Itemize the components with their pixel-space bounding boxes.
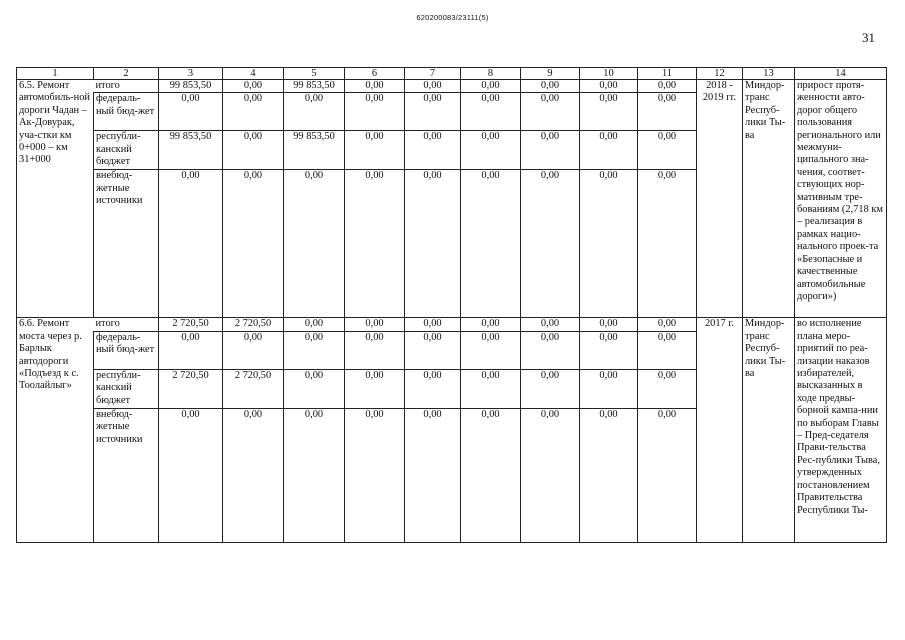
amount-cell: 0,00	[284, 170, 345, 318]
header-row	[17, 68, 887, 80]
amount-cell: 2 720,50	[159, 318, 223, 331]
funding-source: итого	[94, 80, 159, 93]
amount-cell: 0,00	[580, 93, 638, 131]
amount-cell: 2 720,50	[223, 369, 284, 408]
measure-name: 6.5. Ремонт автомобиль-ной дороги Чадан – Ак-Довурак, уча-стки км 0+000 – км 31+000	[17, 80, 94, 318]
amount-cell: 0,00	[223, 93, 284, 131]
amount-cell: 0,00	[580, 408, 638, 542]
amount-cell: 0,00	[223, 331, 284, 369]
header-cell: 8	[461, 68, 521, 80]
amount-cell: 0,00	[521, 369, 580, 408]
amount-cell: 0,00	[405, 318, 461, 331]
amount-cell: 0,00	[521, 318, 580, 331]
funding-source: республи-канский бюджет	[94, 131, 159, 170]
funding-source: республи-канский бюджет	[94, 369, 159, 408]
amount-cell: 0,00	[345, 408, 405, 542]
amount-cell: 0,00	[159, 170, 223, 318]
amount-cell: 0,00	[223, 170, 284, 318]
amount-cell: 0,00	[345, 93, 405, 131]
amount-cell: 0,00	[284, 369, 345, 408]
amount-cell: 2 720,50	[159, 369, 223, 408]
amount-cell: 0,00	[345, 80, 405, 93]
amount-cell: 0,00	[405, 131, 461, 170]
executor: Миндор-транс Респуб-лики Ты-ва	[743, 80, 795, 318]
header-cell: 12	[697, 68, 743, 80]
header-cell: 6	[345, 68, 405, 80]
header-cell: 2	[94, 68, 159, 80]
header-cell: 14	[795, 68, 887, 80]
header-cell: 7	[405, 68, 461, 80]
amount-cell: 0,00	[405, 80, 461, 93]
amount-cell: 0,00	[580, 80, 638, 93]
amount-cell: 0,00	[223, 131, 284, 170]
header-cell: 9	[521, 68, 580, 80]
amount-cell: 0,00	[345, 369, 405, 408]
expected-result: прирост протя-женности авто-дорог общего пользования регионального или межмуни-ципального зна-чения, соответ-ствующих нор-мативным тре-бованиям (2,718 км – реализация в рамках нацио-нального проек-та «Безопасные и качественные автомобильные дороги»)	[795, 80, 887, 318]
amount-cell: 0,00	[638, 131, 697, 170]
amount-cell: 0,00	[159, 93, 223, 131]
amount-cell: 2 720,50	[223, 318, 284, 331]
amount-cell: 0,00	[580, 170, 638, 318]
header-cell: 5	[284, 68, 345, 80]
amount-cell: 0,00	[638, 170, 697, 318]
document-id: 620200083/23111(5)	[416, 13, 489, 22]
implementation-period: 2018 - 2019 гг.	[697, 80, 743, 318]
header-cell: 11	[638, 68, 697, 80]
funding-source: итого	[94, 318, 159, 331]
amount-cell: 0,00	[345, 318, 405, 331]
header-cell: 3	[159, 68, 223, 80]
amount-cell: 0,00	[521, 131, 580, 170]
amount-cell: 0,00	[638, 331, 697, 369]
amount-cell: 0,00	[345, 170, 405, 318]
amount-cell: 0,00	[461, 170, 521, 318]
amount-cell: 0,00	[461, 408, 521, 542]
funding-source: федераль-ный бюд-жет	[94, 93, 159, 131]
header-cell: 10	[580, 68, 638, 80]
amount-cell: 0,00	[580, 369, 638, 408]
amount-cell: 0,00	[345, 131, 405, 170]
amount-cell: 99 853,50	[284, 80, 345, 93]
amount-cell: 0,00	[284, 93, 345, 131]
amount-cell: 0,00	[405, 93, 461, 131]
page-number: 31	[862, 30, 875, 45]
amount-cell: 0,00	[638, 408, 697, 542]
header-cell: 4	[223, 68, 284, 80]
amount-cell: 99 853,50	[284, 131, 345, 170]
funding-source: внебюд-жетные источники	[94, 170, 159, 318]
amount-cell: 0,00	[405, 331, 461, 369]
amount-cell: 0,00	[638, 369, 697, 408]
amount-cell: 0,00	[461, 331, 521, 369]
amount-cell: 0,00	[521, 93, 580, 131]
funding-source: федераль-ный бюд-жет	[94, 331, 159, 369]
header-cell: 1	[17, 68, 94, 80]
amount-cell: 0,00	[580, 331, 638, 369]
amount-cell: 0,00	[638, 80, 697, 93]
funding-source: внебюд-жетные источники	[94, 408, 159, 542]
amount-cell: 0,00	[223, 80, 284, 93]
measure-name: 6.6. Ремонт моста через р. Барлык автодороги «Подъезд к с. Тоолайлыг»	[17, 318, 94, 542]
amount-cell: 0,00	[223, 408, 284, 542]
implementation-period: 2017 г.	[697, 318, 743, 542]
expected-result: во исполнение плана меро-приятий по реа-лизации наказов избирателей, высказанных в ходе предвы-борной кампа-нии по выборам Главы – Пред-седателя Прави-тельства Рес-публики Тыва, утвержденных постановлением Правительства Республики Ты-	[795, 318, 887, 542]
amount-cell: 0,00	[461, 318, 521, 331]
amount-cell: 99 853,50	[159, 80, 223, 93]
amount-cell: 0,00	[284, 331, 345, 369]
amount-cell: 0,00	[638, 93, 697, 131]
amount-cell: 0,00	[159, 331, 223, 369]
amount-cell: 0,00	[461, 131, 521, 170]
table-row	[17, 80, 887, 93]
amount-cell: 0,00	[159, 408, 223, 542]
amount-cell: 0,00	[405, 369, 461, 408]
amount-cell: 99 853,50	[159, 131, 223, 170]
table-row	[17, 318, 887, 331]
amount-cell: 0,00	[580, 131, 638, 170]
amount-cell: 0,00	[638, 318, 697, 331]
amount-cell: 0,00	[284, 408, 345, 542]
amount-cell: 0,00	[521, 408, 580, 542]
amount-cell: 0,00	[284, 318, 345, 331]
executor: Миндор-транс Респуб-лики Ты-ва	[743, 318, 795, 542]
amount-cell: 0,00	[405, 170, 461, 318]
amount-cell: 0,00	[521, 170, 580, 318]
amount-cell: 0,00	[580, 318, 638, 331]
amount-cell: 0,00	[521, 80, 580, 93]
amount-cell: 0,00	[405, 408, 461, 542]
amount-cell: 0,00	[345, 331, 405, 369]
amount-cell: 0,00	[461, 80, 521, 93]
header-cell: 13	[743, 68, 795, 80]
amount-cell: 0,00	[461, 369, 521, 408]
amount-cell: 0,00	[461, 93, 521, 131]
amount-cell: 0,00	[521, 331, 580, 369]
budget-table	[16, 67, 887, 543]
